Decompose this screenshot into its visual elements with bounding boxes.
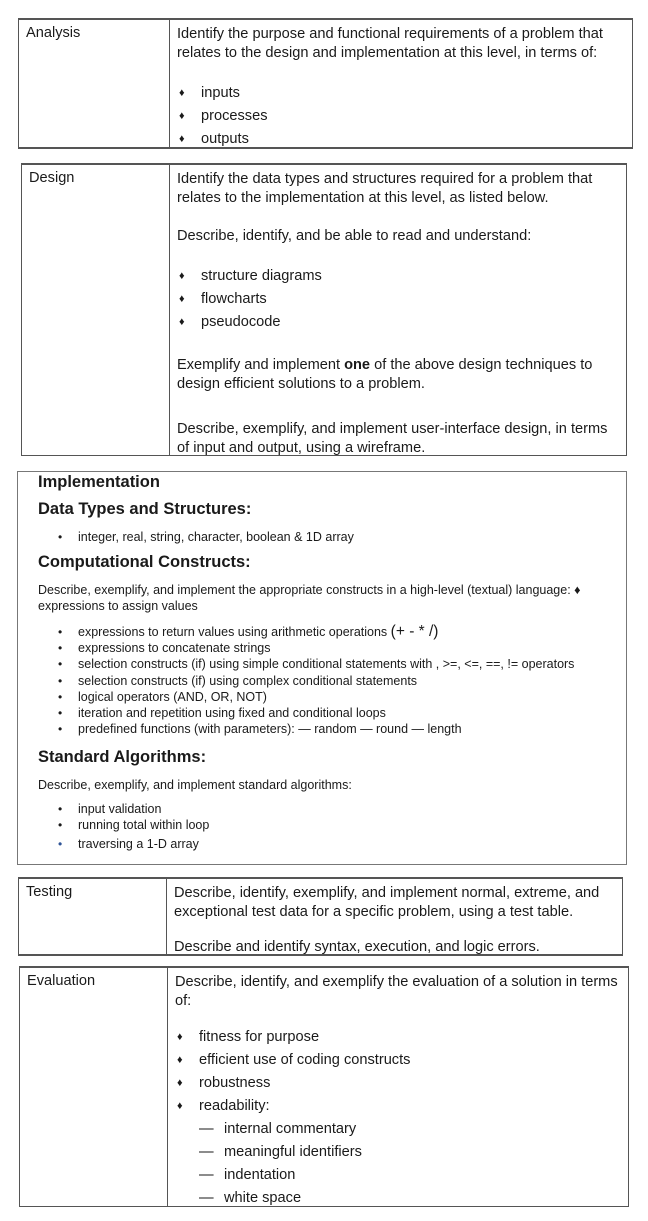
list-item: • selection constructs (if) using complex conditional statements <box>58 673 418 688</box>
analysis-label: Analysis <box>19 20 170 147</box>
diamond-bullet-icon: ♦ <box>177 1054 183 1066</box>
list-item: ♦ outputs <box>177 128 625 151</box>
list-item: ♦ pseudocode <box>177 311 619 334</box>
design-intro: Identify the data types and structures required for a problem that relates to the implementation at this level, as listed below. <box>177 171 593 206</box>
evaluation-list <box>175 1026 621 1118</box>
testing-label: Testing <box>19 879 167 954</box>
list-item: • traversing a 1-D array <box>58 837 199 852</box>
diamond-bullet-icon: ♦ <box>177 1100 183 1112</box>
evaluation-label: Evaluation <box>20 968 168 1206</box>
analysis-intro: Identify the purpose and functional requirements of a problem that relates to the design and implementation at this level, in terms of: <box>177 26 603 61</box>
implementation-title: Implementation <box>38 473 160 491</box>
dot-bullet-icon: • <box>58 818 63 833</box>
dot-bullet-icon: • <box>58 837 63 852</box>
list-item: ♦ inputs <box>177 82 625 105</box>
list-item: • predefined functions (with parameters): — random — round — length <box>58 722 462 737</box>
testing-table <box>18 877 623 956</box>
diamond-bullet-icon: ♦ <box>179 293 185 305</box>
dot-bullet-icon: • <box>58 657 63 672</box>
design-label: Design <box>22 165 170 455</box>
dash-bullet-icon: — <box>199 1144 214 1160</box>
list-item: — internal commentary <box>199 1118 621 1141</box>
design-content <box>170 165 626 455</box>
algorithms-heading: Standard Algorithms: <box>38 748 207 766</box>
dot-bullet-icon: • <box>58 625 63 639</box>
list-item: ♦ robustness <box>175 1072 621 1095</box>
dot-bullet-icon: • <box>58 689 63 704</box>
list-item: • expressions to concatenate strings <box>58 641 271 656</box>
list-item: • expressions to return values using arithmetic operations (+ - * /) <box>58 623 439 640</box>
diamond-bullet-icon: ♦ <box>179 87 185 99</box>
design-describe: Describe, identify, and be able to read and understand: <box>177 228 532 244</box>
list-item: ♦ readability: <box>175 1095 621 1118</box>
list-item: ♦ structure diagrams <box>177 265 619 288</box>
testing-content <box>167 879 622 954</box>
dot-bullet-icon: • <box>58 706 63 721</box>
list-item: — white space <box>199 1187 621 1210</box>
list-item: • selection constructs (if) using simple conditional statements with , >=, <=, ==, != operators <box>58 657 575 672</box>
analysis-table <box>18 18 633 149</box>
list-item: — indentation <box>199 1164 621 1187</box>
design-table <box>21 163 627 456</box>
testing-para1: Describe, identify, exemplify, and implement normal, extreme, and exceptional test data for a specific problem, using a test table. <box>174 885 600 920</box>
readability-sublist <box>175 1118 621 1210</box>
algorithms-intro: Describe, exemplify, and implement standard algorithms: <box>38 778 352 792</box>
dot-bullet-icon: • <box>58 530 63 544</box>
list-item: • integer, real, string, character, boolean & 1D array <box>58 530 354 544</box>
data-types-list <box>58 529 354 545</box>
diamond-bullet-icon: ♦ <box>179 316 185 328</box>
evaluation-intro: Describe, identify, and exemplify the evaluation of a solution in terms of: <box>175 974 618 1009</box>
evaluation-table <box>19 966 629 1207</box>
design-ui: Describe, exemplify, and implement user-interface design, in terms of input and output, using a wireframe. <box>177 421 608 456</box>
dash-bullet-icon: — <box>199 1167 214 1183</box>
constructs-intro: Describe, exemplify, and implement the appropriate constructs in a high-level (textual) language: ♦ expressions to assign values <box>38 583 581 613</box>
diamond-bullet-icon: ♦ <box>177 1077 183 1089</box>
list-item: ♦ efficient use of coding constructs <box>175 1049 621 1072</box>
algorithms-list <box>58 801 209 853</box>
list-item: ♦ flowcharts <box>177 288 619 311</box>
list-item: — meaningful identifiers <box>199 1141 621 1164</box>
dash-bullet-icon: — <box>199 1121 214 1137</box>
diamond-bullet-icon: ♦ <box>179 110 185 122</box>
dot-bullet-icon: • <box>58 802 63 816</box>
data-types-heading: Data Types and Structures: <box>38 500 252 518</box>
list-item: ♦ fitness for purpose <box>175 1026 621 1049</box>
implementation-box <box>17 471 627 865</box>
dot-bullet-icon: • <box>58 641 63 656</box>
diamond-bullet-icon: ♦ <box>179 133 185 145</box>
dot-bullet-icon: • <box>58 673 63 688</box>
list-item: • logical operators (AND, OR, NOT) <box>58 689 267 704</box>
list-item: ♦ processes <box>177 105 625 128</box>
constructs-heading: Computational Constructs: <box>38 553 251 571</box>
list-item: • running total within loop <box>58 818 210 833</box>
dash-bullet-icon: — <box>199 1190 214 1206</box>
testing-para2: Describe and identify syntax, execution, and logic errors. <box>174 939 540 955</box>
design-exemplify: Exemplify and implement one of the above design techniques to design efficient solutions to a problem. <box>177 357 593 392</box>
constructs-list <box>58 624 574 737</box>
dot-bullet-icon: • <box>58 722 63 737</box>
diamond-bullet-icon: ♦ <box>179 270 185 282</box>
evaluation-content <box>168 968 628 1206</box>
diamond-bullet-icon: ♦ <box>177 1031 183 1043</box>
analysis-content <box>170 20 632 147</box>
list-item: • iteration and repetition using fixed and conditional loops <box>58 706 386 721</box>
analysis-list <box>177 82 625 151</box>
design-list <box>177 265 619 334</box>
list-item: • input validation <box>58 802 162 816</box>
